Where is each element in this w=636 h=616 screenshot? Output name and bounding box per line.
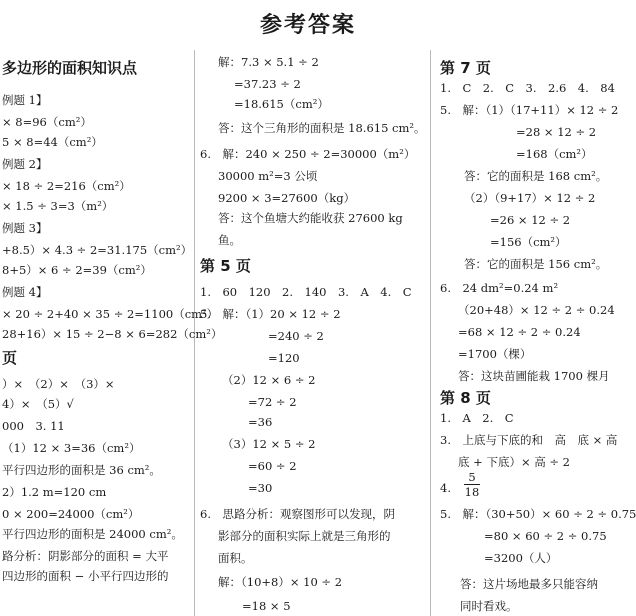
answer-line: =36 bbox=[248, 415, 273, 429]
answer-line: 例题 1】 bbox=[2, 93, 48, 107]
page-title: 参考答案 bbox=[259, 13, 356, 38]
answer-line: 例题 4】 bbox=[2, 285, 48, 299]
answer-line: 答：它的面积是 156 cm²。 bbox=[464, 257, 608, 271]
answer-line: =60 ÷ 2 bbox=[248, 459, 297, 473]
answer-line: （2）12 × 6 ÷ 2 bbox=[222, 373, 316, 387]
answer-line: 6. 思路分析：观察图形可以发现，阴 bbox=[200, 507, 395, 521]
answer-line: =80 × 60 ÷ 2 ÷ 0.75 bbox=[484, 529, 607, 543]
answer-line: =37.23 ÷ 2 bbox=[234, 77, 301, 91]
answer-line: 答：它的面积是 168 cm²。 bbox=[464, 169, 608, 183]
section-heading: 多边形的面积知识点 bbox=[2, 59, 138, 77]
answer-line: =18 × 5 bbox=[242, 599, 291, 613]
answer-line: × 18 ÷ 2=216（cm²） bbox=[2, 179, 131, 193]
answer-line: 平行四边形的面积是 24000 cm²。 bbox=[2, 527, 183, 541]
answer-line: 2）1.2 m=120 cm bbox=[2, 485, 107, 499]
answer-line: =26 × 12 ÷ 2 bbox=[490, 213, 571, 227]
answer-line: 解：7.3 × 5.1 ÷ 2 bbox=[218, 55, 319, 69]
answer-line: （3）12 × 5 ÷ 2 bbox=[222, 437, 316, 451]
answer-line: × 20 ÷ 2+40 × 35 ÷ 2=1100（cm²） bbox=[2, 307, 219, 321]
answer-line: 4. bbox=[440, 481, 451, 495]
answer-line: 答：这个三角形的面积是 18.615 cm²。 bbox=[218, 121, 426, 135]
answer-line: =240 ÷ 2 bbox=[268, 329, 324, 343]
column-middle bbox=[196, 54, 424, 616]
answer-line: （20+48）× 12 ÷ 2 ÷ 0.24 bbox=[458, 303, 615, 317]
answer-line: 5. 解：（1）（17+11）× 12 ÷ 2 bbox=[440, 103, 619, 117]
answer-line: 四边形的面积 − 小平行四边形的 bbox=[2, 569, 169, 583]
answer-line: 3. 上底与下底的和 高 底 × 高 bbox=[440, 433, 618, 447]
answer-line: 平行四边形的面积是 36 cm²。 bbox=[2, 463, 161, 477]
answer-line: =68 × 12 ÷ 2 ÷ 0.24 bbox=[458, 325, 581, 339]
column-right bbox=[434, 54, 636, 616]
answer-line: =1700（棵） bbox=[458, 347, 532, 361]
answer-line: 0 × 200=24000（cm²） bbox=[2, 507, 140, 521]
answer-line: 4）× （5）√ bbox=[2, 397, 74, 411]
answer-line: 1. A 2. C bbox=[440, 411, 514, 425]
answer-line: 面积。 bbox=[218, 551, 253, 565]
answer-line: =30 bbox=[248, 481, 273, 495]
answer-line: 6. 解：240 × 250 ÷ 2=30000（m²） bbox=[200, 147, 416, 161]
answer-line: ）× （2）× （3）× bbox=[2, 377, 115, 391]
answer-line: 解：（10+8）× 10 ÷ 2 bbox=[218, 575, 343, 589]
answer-line: 路分析：阴影部分的面积 = 大平 bbox=[2, 549, 169, 563]
answer-line: =18.615（cm²） bbox=[234, 97, 329, 111]
answer-line: 1. C 2. C 3. 2.6 4. 84 bbox=[440, 81, 615, 95]
answer-line: 6. 24 dm²=0.24 m² bbox=[440, 281, 559, 295]
section-heading: 第 7 页 bbox=[440, 59, 491, 77]
answer-line: 1. 60 120 2. 140 3. A 4. C bbox=[200, 285, 412, 299]
answer-line: 000 3. 11 bbox=[2, 419, 65, 433]
fraction-denominator: 18 bbox=[464, 485, 480, 499]
answer-line: 答：这片场地最多只能容纳 bbox=[460, 577, 598, 591]
answer-line: =156（cm²） bbox=[490, 235, 567, 249]
answer-line: +8.5）× 4.3 ÷ 2=31.175（cm²） bbox=[2, 243, 193, 257]
answer-line: 9200 × 3=27600（kg） bbox=[218, 191, 356, 205]
answer-line: 影部分的面积实际上就是三角形的 bbox=[218, 529, 391, 543]
answer-line: =72 ÷ 2 bbox=[248, 395, 297, 409]
answer-line: 5. 解：（30+50）× 60 ÷ 2 ÷ 0.75 bbox=[440, 507, 636, 521]
section-heading: 第 8 页 bbox=[440, 389, 491, 407]
answer-line: 30000 m²=3 公顷 bbox=[218, 169, 318, 183]
answer-line: 例题 3】 bbox=[2, 221, 48, 235]
answer-line: 答：这个鱼塘大约能收获 27600 kg bbox=[218, 211, 403, 225]
answer-line: 答：这块苗圃能栽 1700 棵月 bbox=[458, 369, 610, 383]
answer-line: （1）12 × 3=36（cm²） bbox=[2, 441, 141, 455]
section-heading: 第 5 页 bbox=[200, 257, 251, 275]
answer-line: =168（cm²） bbox=[516, 147, 593, 161]
answer-line: 5 × 8=44（cm²） bbox=[2, 135, 103, 149]
column-divider bbox=[430, 50, 431, 616]
fraction bbox=[464, 470, 480, 499]
answer-line: 例题 2】 bbox=[2, 157, 48, 171]
answer-line: =120 bbox=[268, 351, 300, 365]
section-heading: 页 bbox=[2, 349, 18, 367]
answer-line: 底 + 下底）× 高 ÷ 2 bbox=[458, 455, 571, 469]
answer-line: 28+16）× 15 ÷ 2−8 × 6=282（cm²） bbox=[2, 327, 223, 341]
answer-line: 8+5）× 6 ÷ 2=39（cm²） bbox=[2, 263, 152, 277]
column-left bbox=[0, 54, 223, 616]
answer-line: × 1.5 ÷ 3=3（m²） bbox=[2, 199, 114, 213]
answer-line: 5. 解：（1）20 × 12 ÷ 2 bbox=[200, 307, 341, 321]
answer-line: × 8=96（cm²） bbox=[2, 115, 92, 129]
answer-line: 同时看戏。 bbox=[460, 599, 518, 613]
answer-line: 鱼。 bbox=[218, 233, 241, 247]
answer-line: （2）（9+17）× 12 ÷ 2 bbox=[464, 191, 596, 205]
answer-line: =28 × 12 ÷ 2 bbox=[516, 125, 597, 139]
answer-line: =3200（人） bbox=[484, 551, 558, 565]
fraction-numerator: 5 bbox=[464, 470, 480, 485]
